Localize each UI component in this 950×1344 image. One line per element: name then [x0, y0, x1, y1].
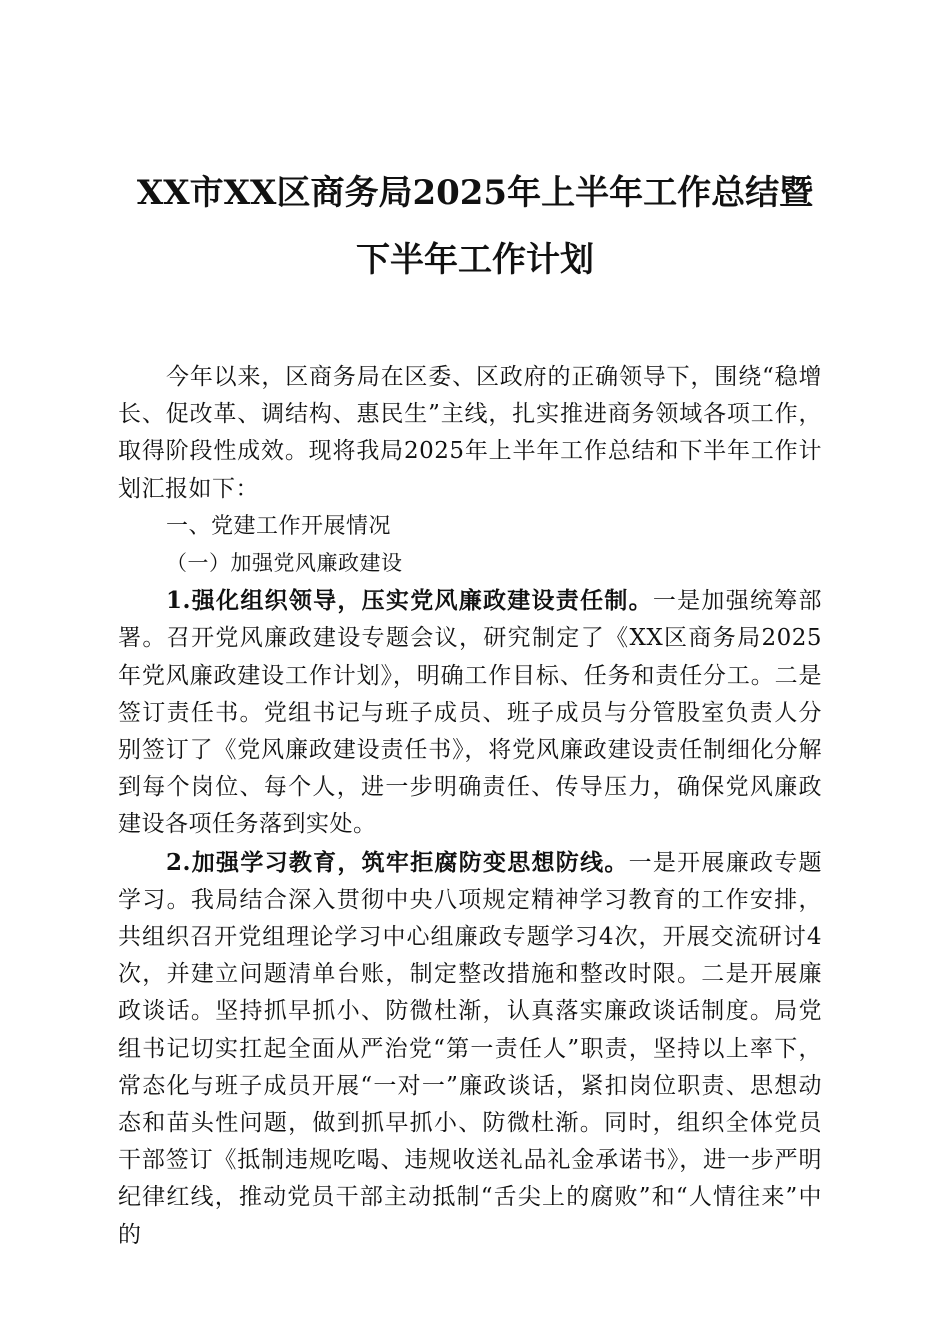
document-title-line-2: 下半年工作计划: [356, 240, 594, 280]
subsection-heading: （一）加强党风廉政建设: [166, 551, 403, 576]
intro-paragraph: 今年以来，区商务局在区委、区政府的正确领导下，围绕“稳增长、促改革、调结构、惠民生”主线，扎实推进商务领域各项工作，取得阶段性成效。现将我局2025年上半年工作总结和下半年工作计划汇报如下：: [118, 364, 822, 502]
item-2-lead: 2.加强学习教育，筑牢拒腐防变思想防线。: [166, 848, 629, 876]
section-heading: 一、党建工作开展情况: [166, 513, 392, 539]
document-body: [118, 359, 822, 1254]
item-2-body: 一是开展廉政专题学习。我局结合深入贯彻中央八项规定精神学习教育的工作安排，共组织召开党组理论学习中心组廉政专题学习4次，开展交流研讨4次，并建立问题清单台账，制定整改措施和整改时限。二是开展廉政谈话。坚持抓早抓小、防微杜渐，认真落实廉政谈话制度。局党组书记切实扛起全面从严治党“第一责任人”职责，坚持以上率下，常态化与班子成员开展“一对一”廉政谈话，紧扣岗位职责、思想动态和苗头性问题，做到抓早抓小、防微杜渐。同时，组织全体党员干部签订《抵制违规吃喝、违规收送礼品礼金承诺书》，进一步严明纪律红线，推动党员干部主动抵制“舌尖上的腐败”和“人情往来”中的: [118, 849, 823, 1248]
item-1-lead: 1.强化组织领导，压实党风廉政建设责任制。: [166, 587, 653, 615]
item-2-paragraph: [118, 844, 822, 1254]
document-title-line-1: XX市XX区商务局2025年上半年工作总结暨: [136, 173, 814, 213]
item-1-body: 一是加强统筹部署。召开党风廉政建设专题会议，研究制定了《XX区商务局2025年党风廉政建设工作计划》，明确工作目标、任务和责任分工。二是签订责任书。党组书记与班子成员、班子成员与分管股室负责人分别签订了《党风廉政建设责任书》，将党风廉政建设责任制细化分解到每个岗位、每个人，进一步明确责任、传导压力，确保党风廉政建设各项任务落到实处。: [118, 588, 823, 838]
item-1-paragraph: [118, 582, 822, 843]
